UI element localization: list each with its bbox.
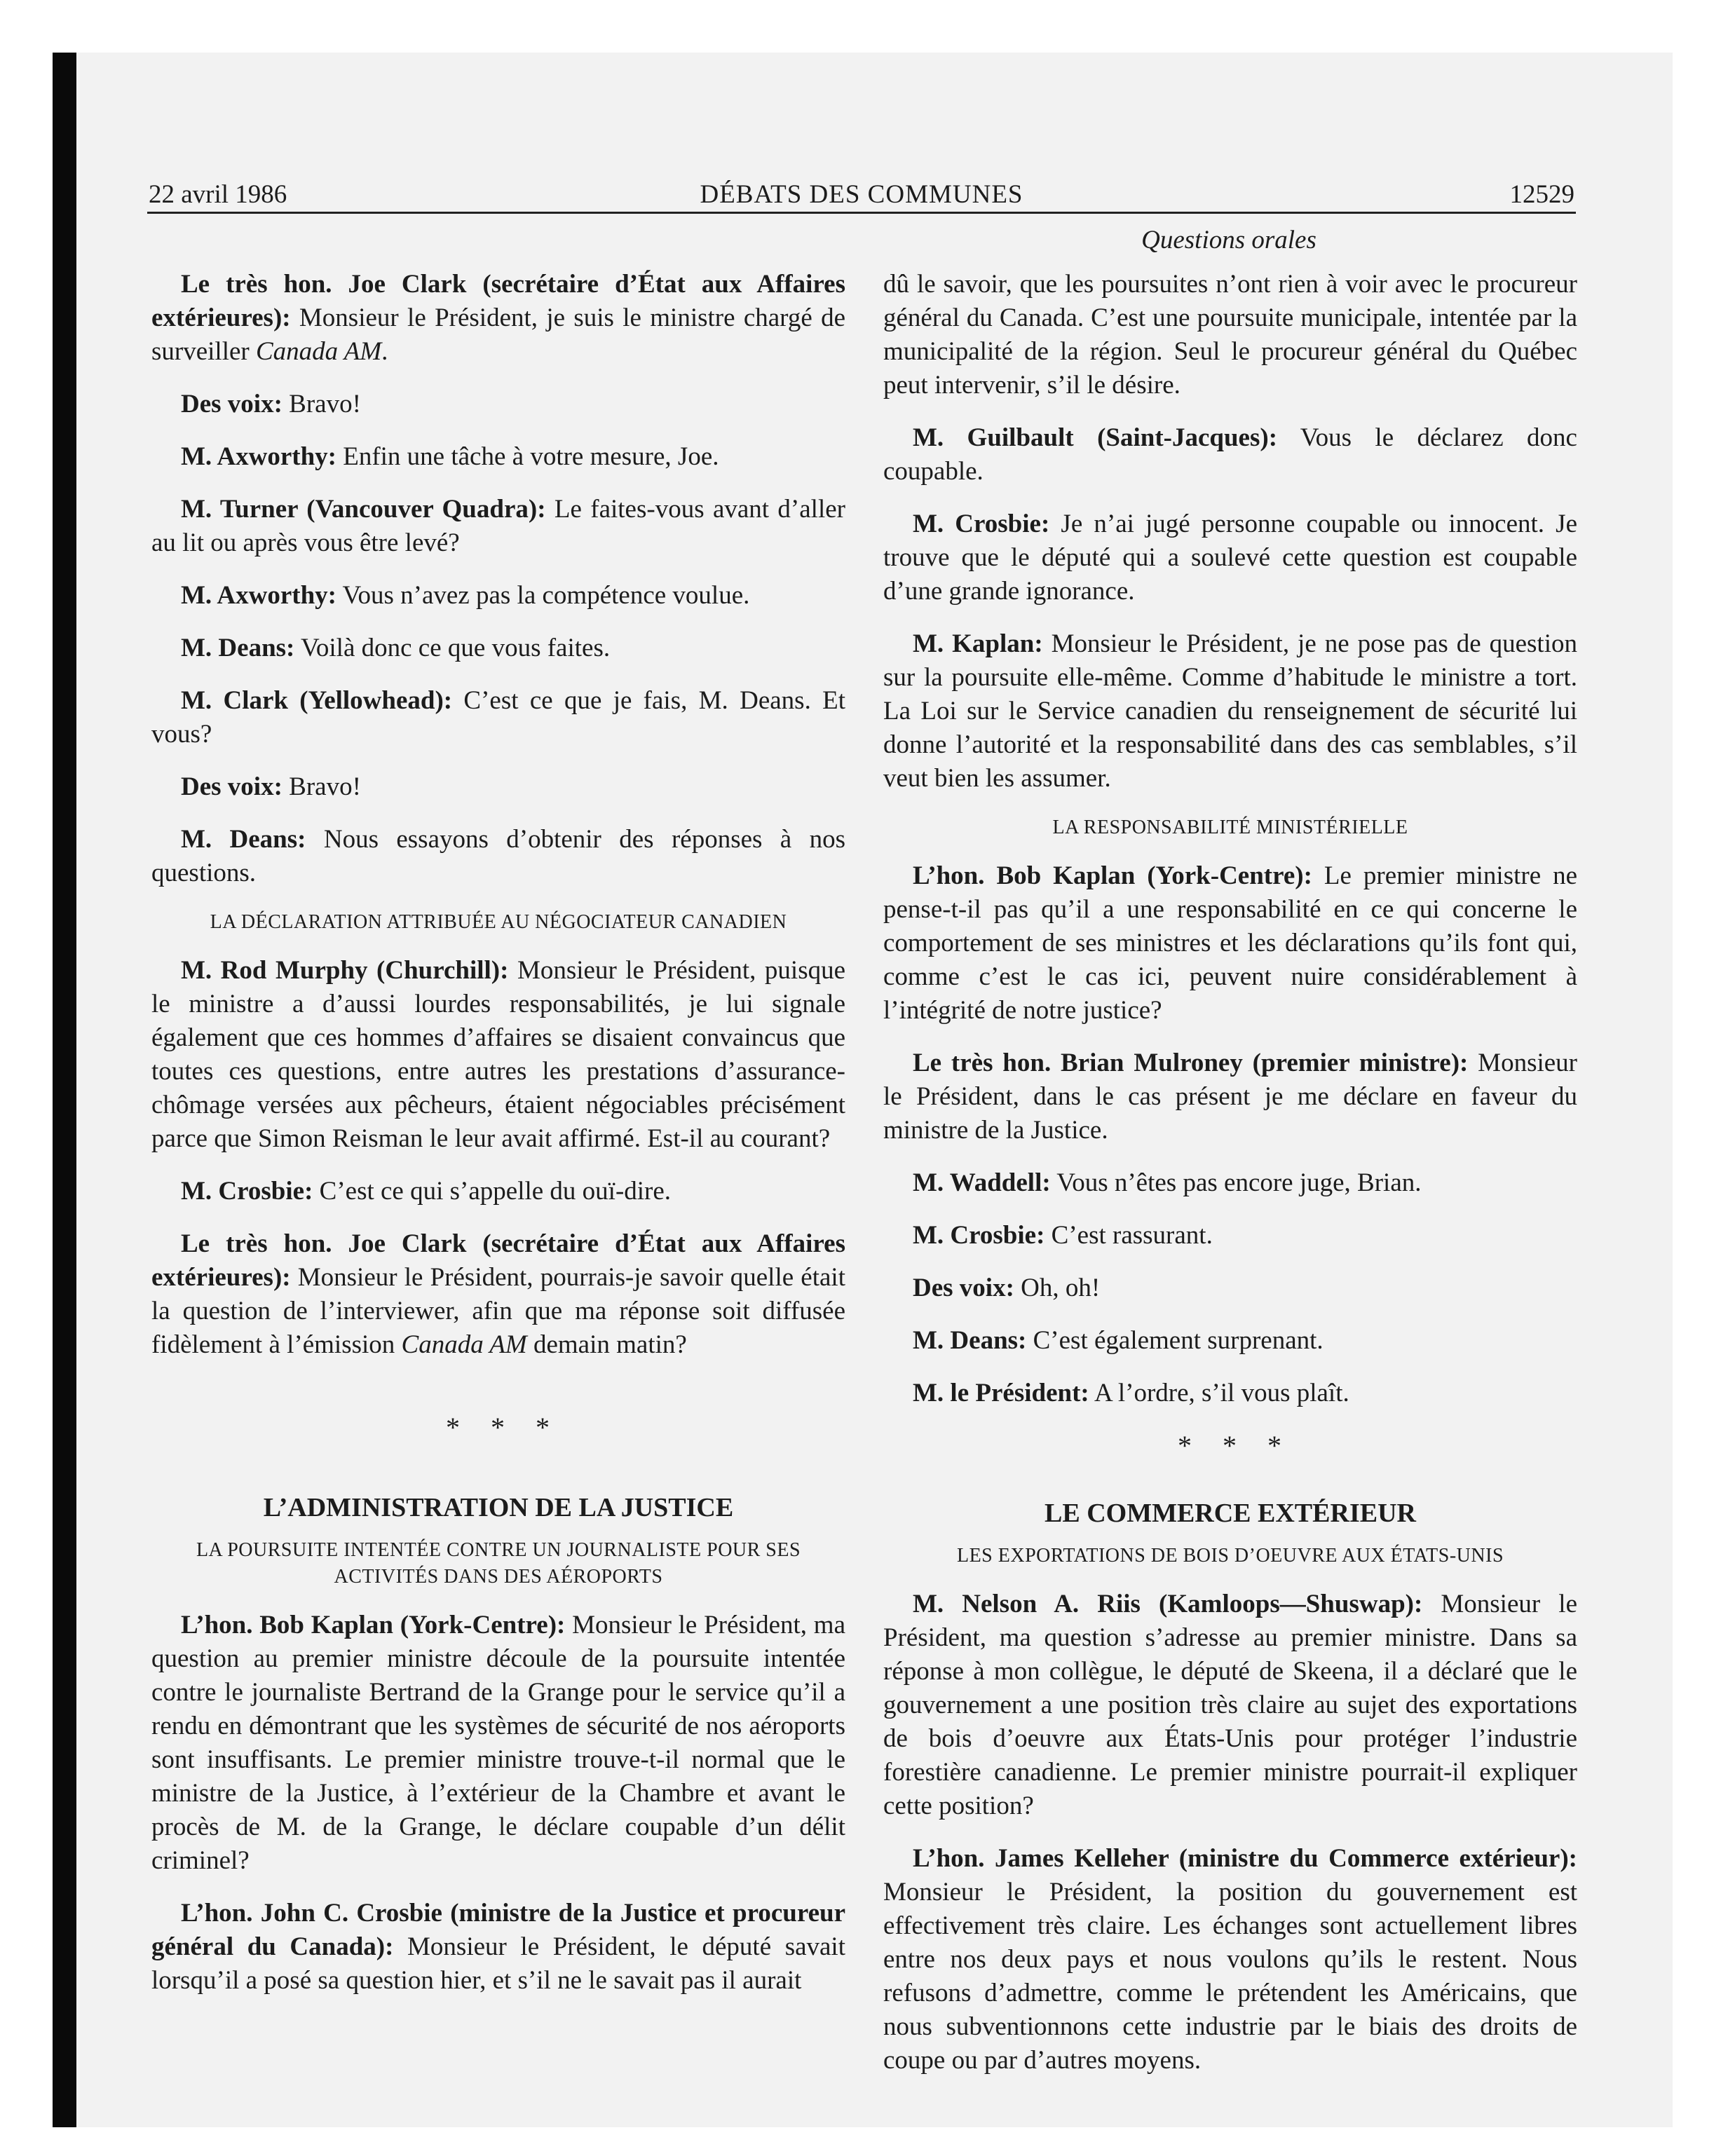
speech-text: C’est ce qui s’appelle du ouï-dire. <box>313 1177 672 1206</box>
page-header <box>147 175 1576 214</box>
speech-text: Le premier ministre ne pense-t-il pas qu’il a une responsabilité en ce qui concerne le comportement de ses ministres et les déclarations qu’ils font qui, comme c’est le cas ici, peuvent nuire considérablement à l’intégrité de notre justice? <box>883 861 1577 1025</box>
speech-text: Vous n’avez pas la compétence voulue. <box>336 581 750 610</box>
speaker-name: M. Deans: <box>913 1326 1027 1355</box>
speaker-name: L’hon. John C. Crosbie (ministre de la Justice et procureur général du Canada): <box>151 1899 845 1961</box>
speaker-name: M. Kaplan: <box>913 629 1043 658</box>
speech-text: Vous le déclarez donc coupable. <box>883 423 1577 486</box>
speech-paragraph <box>883 1588 1577 1823</box>
subheading: LA RESPONSABILITÉ MINISTÉRIELLE <box>1052 817 1408 838</box>
speaker-name: M. Axworthy: <box>181 581 336 610</box>
speech-text: Monsieur le Président, je suis le ministre chargé de surveiller <box>151 303 845 366</box>
speech-text: Je n’ai jugé personne coupable ou innocent. Je trouve que le député qui a soulevé cette question est coupable d’une grande ignorance. <box>883 510 1577 606</box>
speech-paragraph <box>151 684 845 751</box>
left-column <box>151 268 845 2017</box>
speech-text: Monsieur le Président, le député savait lorsqu’il a posé sa question hier, et s’il ne le savait pas il aurait <box>151 1932 845 1995</box>
section-heading: L’ADMINISTRATION DE LA JUSTICE <box>263 1493 734 1522</box>
subheading: LES EXPORTATIONS DE BOIS D’OEUVRE AUX ÉTATS-UNIS <box>956 1545 1504 1567</box>
speaker-name: M. Crosbie: <box>913 1221 1045 1250</box>
speech-text: Le faites-vous avant d’aller au lit ou après vous être levé? <box>151 495 845 557</box>
speech-paragraph <box>151 1609 845 1878</box>
speech-paragraph <box>883 859 1577 1028</box>
section-label: Questions orales <box>1141 226 1316 254</box>
speaker-name: M. Guilbault (Saint-Jacques): <box>913 423 1278 452</box>
speech-text: Voilà donc ce que vous faites. <box>294 634 611 662</box>
section-heading: LE COMMERCE EXTÉRIEUR <box>1045 1499 1416 1528</box>
speech-text: A l’ordre, s’il vous plaît. <box>1089 1379 1349 1407</box>
speaker-name: Des voix: <box>181 772 283 801</box>
speaker-name: M. le Président: <box>913 1379 1089 1407</box>
speech-paragraph <box>883 1271 1577 1305</box>
header-title: DÉBATS DES COMMUNES <box>700 180 1023 209</box>
right-column <box>883 268 1577 2096</box>
speech-paragraph <box>883 421 1577 489</box>
speech-paragraph <box>883 1046 1577 1147</box>
speech-paragraph <box>151 1227 845 1362</box>
speech-paragraph <box>151 823 845 890</box>
speaker-name: M. Waddell: <box>913 1168 1051 1197</box>
speech-paragraph <box>883 507 1577 608</box>
subheading: LA POURSUITE INTENTÉE CONTRE UN JOURNALISTE POUR SES ACTIVITÉS DANS DES AÉROPORTS <box>196 1539 801 1588</box>
speech-paragraph <box>151 388 845 421</box>
speech-paragraph <box>883 627 1577 796</box>
speech-paragraph <box>151 493 845 560</box>
speech-paragraph <box>883 1219 1577 1253</box>
speech-paragraph <box>151 268 845 369</box>
speaker-name: M. Deans: <box>181 825 306 854</box>
speech-paragraph <box>151 579 845 613</box>
speech-text: Enfin une tâche à votre mesure, Joe. <box>336 442 719 471</box>
speech-text: Monsieur le Président, je ne pose pas de question sur la poursuite elle-même. Comme d’habitude le ministre a tort. La Loi sur le Service canadien du renseignement de sécurité lui donne l’autorité et la responsabilité dans des cas semblables, s’il veut bien les assumer. <box>883 629 1577 793</box>
speaker-name: M. Crosbie: <box>913 510 1050 538</box>
speech-paragraph <box>883 1377 1577 1410</box>
speaker-name: M. Rod Murphy (Churchill): <box>181 956 509 985</box>
speech-paragraph <box>883 1166 1577 1200</box>
speech-paragraph <box>883 1324 1577 1358</box>
speech-paragraph <box>151 1897 845 1998</box>
speech-paragraph <box>151 770 845 804</box>
speech-text: demain matin? <box>526 1330 687 1359</box>
speech-text: Monsieur le Président, pourrais-je savoir quelle était la question de l’interviewer, afin que ma réponse soit diffusée fidèlement à l’émission <box>151 1263 845 1359</box>
speech-paragraph <box>151 632 845 665</box>
speech-text: Monsieur le Président, la position du gouvernement est effectivement très claire. Les échanges sont actuellement libres entre nos deux pays et nous voulons qu’ils le restent. Nous refusons d’admettre, comme le prétendent les Américains, que nous subventionnons cette industrie par le biais des droits de coupe ou par d’autres moyens. <box>883 1878 1577 2075</box>
speech-paragraph <box>151 1175 845 1208</box>
speaker-name: L’hon. Bob Kaplan (York-Centre): <box>181 1611 566 1639</box>
speech-text: Vous n’êtes pas encore juge, Brian. <box>1050 1168 1422 1197</box>
program-title: Canada AM <box>255 337 382 366</box>
speech-text: Monsieur le Président, puisque le ministre a d’aussi lourdes responsabilités, je lui signale également que ces hommes d’affaires se disaient convaincus que toutes ces questions, entre autres les prestations d’assurance-chômage versées aux pêcheurs, étaient négociables précisément parce que Simon Reisman le leur avait affirmé. Est-il au courant? <box>151 956 846 1153</box>
speech-paragraph <box>883 1842 1577 2077</box>
speaker-name: M. Turner (Vancouver Quadra): <box>181 495 546 524</box>
speech-text: Monsieur le Président, ma question s’adresse au premier ministre. Dans sa réponse à mon collègue, le député de Skeena, il a déclaré que le gouvernement a une position très claire au sujet des exportations de bois d’oeuvre aux États-Unis pour protéger l’industrie forestière canadienne. Le premier ministre pourrait-il expliquer cette position? <box>883 1590 1577 1820</box>
speech-text: C’est également surprenant. <box>1026 1326 1324 1355</box>
scan-edge-bar <box>53 53 76 2127</box>
speech-text: Monsieur le Président, ma question au premier ministre découle de la poursuite intentée contre le journaliste Bertrand de la Grange pour le service qu’il a rendu en démontrant que les systèmes de sécurité de nos aéroports sont insuffisants. Le premier ministre trouve-t-il normal que le ministre de la Justice, à l’extérieur de la Chambre et avant le procès de M. de la Grange, le déclare coupable d’un délit criminel? <box>151 1611 845 1875</box>
speaker-name: L’hon. Bob Kaplan (York-Centre): <box>913 861 1312 890</box>
speaker-name: L’hon. James Kelleher (ministre du Commerce extérieur): <box>913 1844 1577 1873</box>
section-separator: * * * <box>1178 1430 1283 1461</box>
speech-text: Bravo! <box>282 390 361 418</box>
speech-text: . <box>381 337 388 366</box>
speaker-name: Le très hon. Joe Clark (secrétaire d’État aux Affaires extérieures): <box>151 270 845 332</box>
speaker-name: M. Nelson A. Riis (Kamloops—Shuswap): <box>913 1590 1423 1618</box>
paragraph-continuation: dû le savoir, que les poursuites n’ont rien à voir avec le procureur général du Canada. C’est une poursuite municipale, intentée par la municipalité de la région. Seul le procureur général du Québec peut intervenir, s’il le désire. <box>883 270 1577 400</box>
speaker-name: Le très hon. Brian Mulroney (premier ministre): <box>913 1049 1469 1077</box>
speech-text: Oh, oh! <box>1014 1274 1101 1302</box>
speech-text: Monsieur le Président, dans le cas présent je me déclare en faveur du ministre de la Justice. <box>883 1049 1577 1145</box>
speech-text: C’est rassurant. <box>1045 1221 1213 1250</box>
speaker-name: M. Axworthy: <box>181 442 336 471</box>
speaker-name: M. Crosbie: <box>181 1177 313 1206</box>
speech-paragraph <box>151 954 845 1156</box>
speaker-name: M. Deans: <box>181 634 295 662</box>
program-title: Canada AM <box>401 1330 527 1359</box>
header-date: 22 avril 1986 <box>149 180 287 209</box>
speaker-name: M. Clark (Yellowhead): <box>181 686 453 715</box>
section-separator: * * * <box>446 1412 551 1443</box>
header-page-number: 12529 <box>1509 180 1574 209</box>
subheading: LA DÉCLARATION ATTRIBUÉE AU NÉGOCIATEUR CANADIEN <box>210 911 787 933</box>
speech-paragraph <box>151 440 845 474</box>
speech-text: Nous essayons d’obtenir des réponses à nos questions. <box>151 825 845 887</box>
speaker-name: Le très hon. Joe Clark (secrétaire d’État aux Affaires extérieures): <box>151 1229 845 1292</box>
speaker-name: Des voix: <box>913 1274 1014 1302</box>
speech-text: C’est ce que je fais, M. Deans. Et vous? <box>151 686 845 749</box>
speaker-name: Des voix: <box>181 390 283 418</box>
speech-text: Bravo! <box>282 772 361 801</box>
